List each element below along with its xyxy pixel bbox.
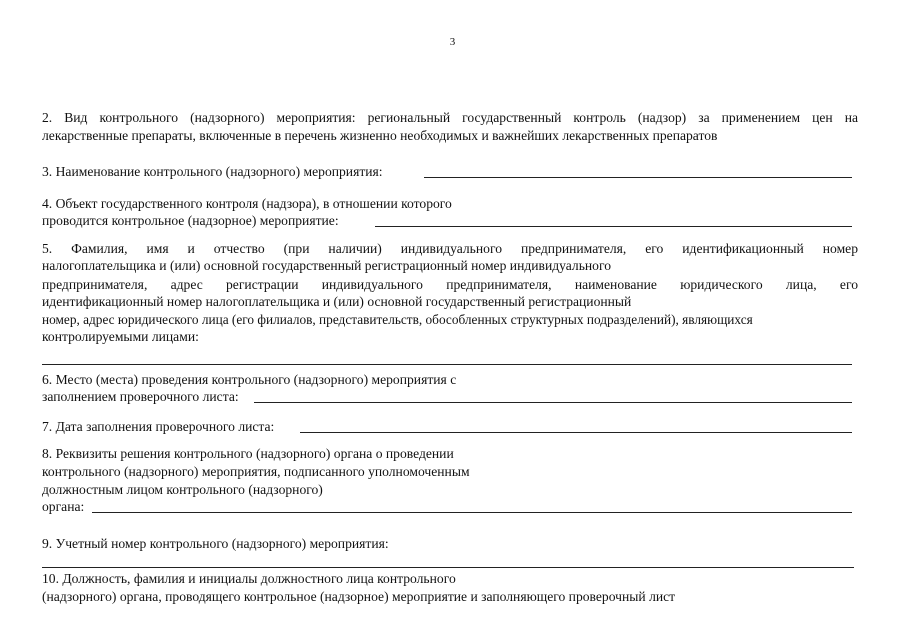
section-4-line-2: проводится контрольное (надзорное) мероприятие: xyxy=(42,213,339,228)
section-8-fill-line[interactable] xyxy=(92,512,852,513)
section-5-line-1: 5. Фамилия, имя и отчество (при наличии) индивидуального предпринимателя, его идентификационный номер xyxy=(42,241,858,256)
section-9-fill-line[interactable] xyxy=(42,567,854,568)
section-5-line-6: контролируемыми лицами: xyxy=(42,329,199,344)
section-7-fill-line[interactable] xyxy=(300,432,852,433)
section-5-line-4: идентификационный номер налогоплательщика и (или) основной государственный регистрационный xyxy=(42,294,632,309)
section-6-line-2: заполнением проверочного листа: xyxy=(42,389,239,404)
section-4-fill-line[interactable] xyxy=(375,226,852,227)
section-8-line-3: должностным лицом контрольного (надзорного) xyxy=(42,482,323,497)
section-2-line-1: 2. Вид контрольного (надзорного) мероприятия: региональный государственный контроль (надзор) за применением цен на xyxy=(42,110,858,125)
section-9-label: 9. Учетный номер контрольного (надзорного) мероприятия: xyxy=(42,536,389,551)
section-5-line-3: предпринимателя, адрес регистрации индивидуального предпринимателя, наименование юридического лица, его xyxy=(42,277,858,292)
section-10-line-1: 10. Должность, фамилия и инициалы должностного лица контрольного xyxy=(42,571,456,586)
section-3-fill-line[interactable] xyxy=(424,177,852,178)
section-5-line-2: налогоплательщика и (или) основной государственный регистрационный номер индивидуального xyxy=(42,258,611,273)
section-6-line-1: 6. Место (места) проведения контрольного (надзорного) мероприятия с xyxy=(42,372,457,387)
page-number: 3 xyxy=(449,36,456,48)
section-3-label: 3. Наименование контрольного (надзорного) мероприятия: xyxy=(42,164,383,179)
section-10-line-2: (надзорного) органа, проводящего контрольное (надзорное) мероприятие и заполняющего проверочный лист xyxy=(42,589,676,604)
section-4-line-1: 4. Объект государственного контроля (надзора), в отношении которого xyxy=(42,196,452,211)
section-6-fill-line[interactable] xyxy=(254,402,852,403)
section-5-line-5: номер, адрес юридического лица (его филиалов, представительств, обособленных структурных подразделений), являющихся xyxy=(42,312,753,327)
section-8-line-1: 8. Реквизиты решения контрольного (надзорного) органа о проведении xyxy=(42,446,454,461)
section-5-fill-line[interactable] xyxy=(42,364,852,365)
section-8-line-4: органа: xyxy=(42,499,85,514)
section-7-label: 7. Дата заполнения проверочного листа: xyxy=(42,419,275,434)
section-2-line-2: лекарственные препараты, включенные в перечень жизненно необходимых и важнейших лекарственных препаратов xyxy=(42,128,718,143)
section-8-line-2: контрольного (надзорного) мероприятия, подписанного уполномоченным xyxy=(42,464,470,479)
